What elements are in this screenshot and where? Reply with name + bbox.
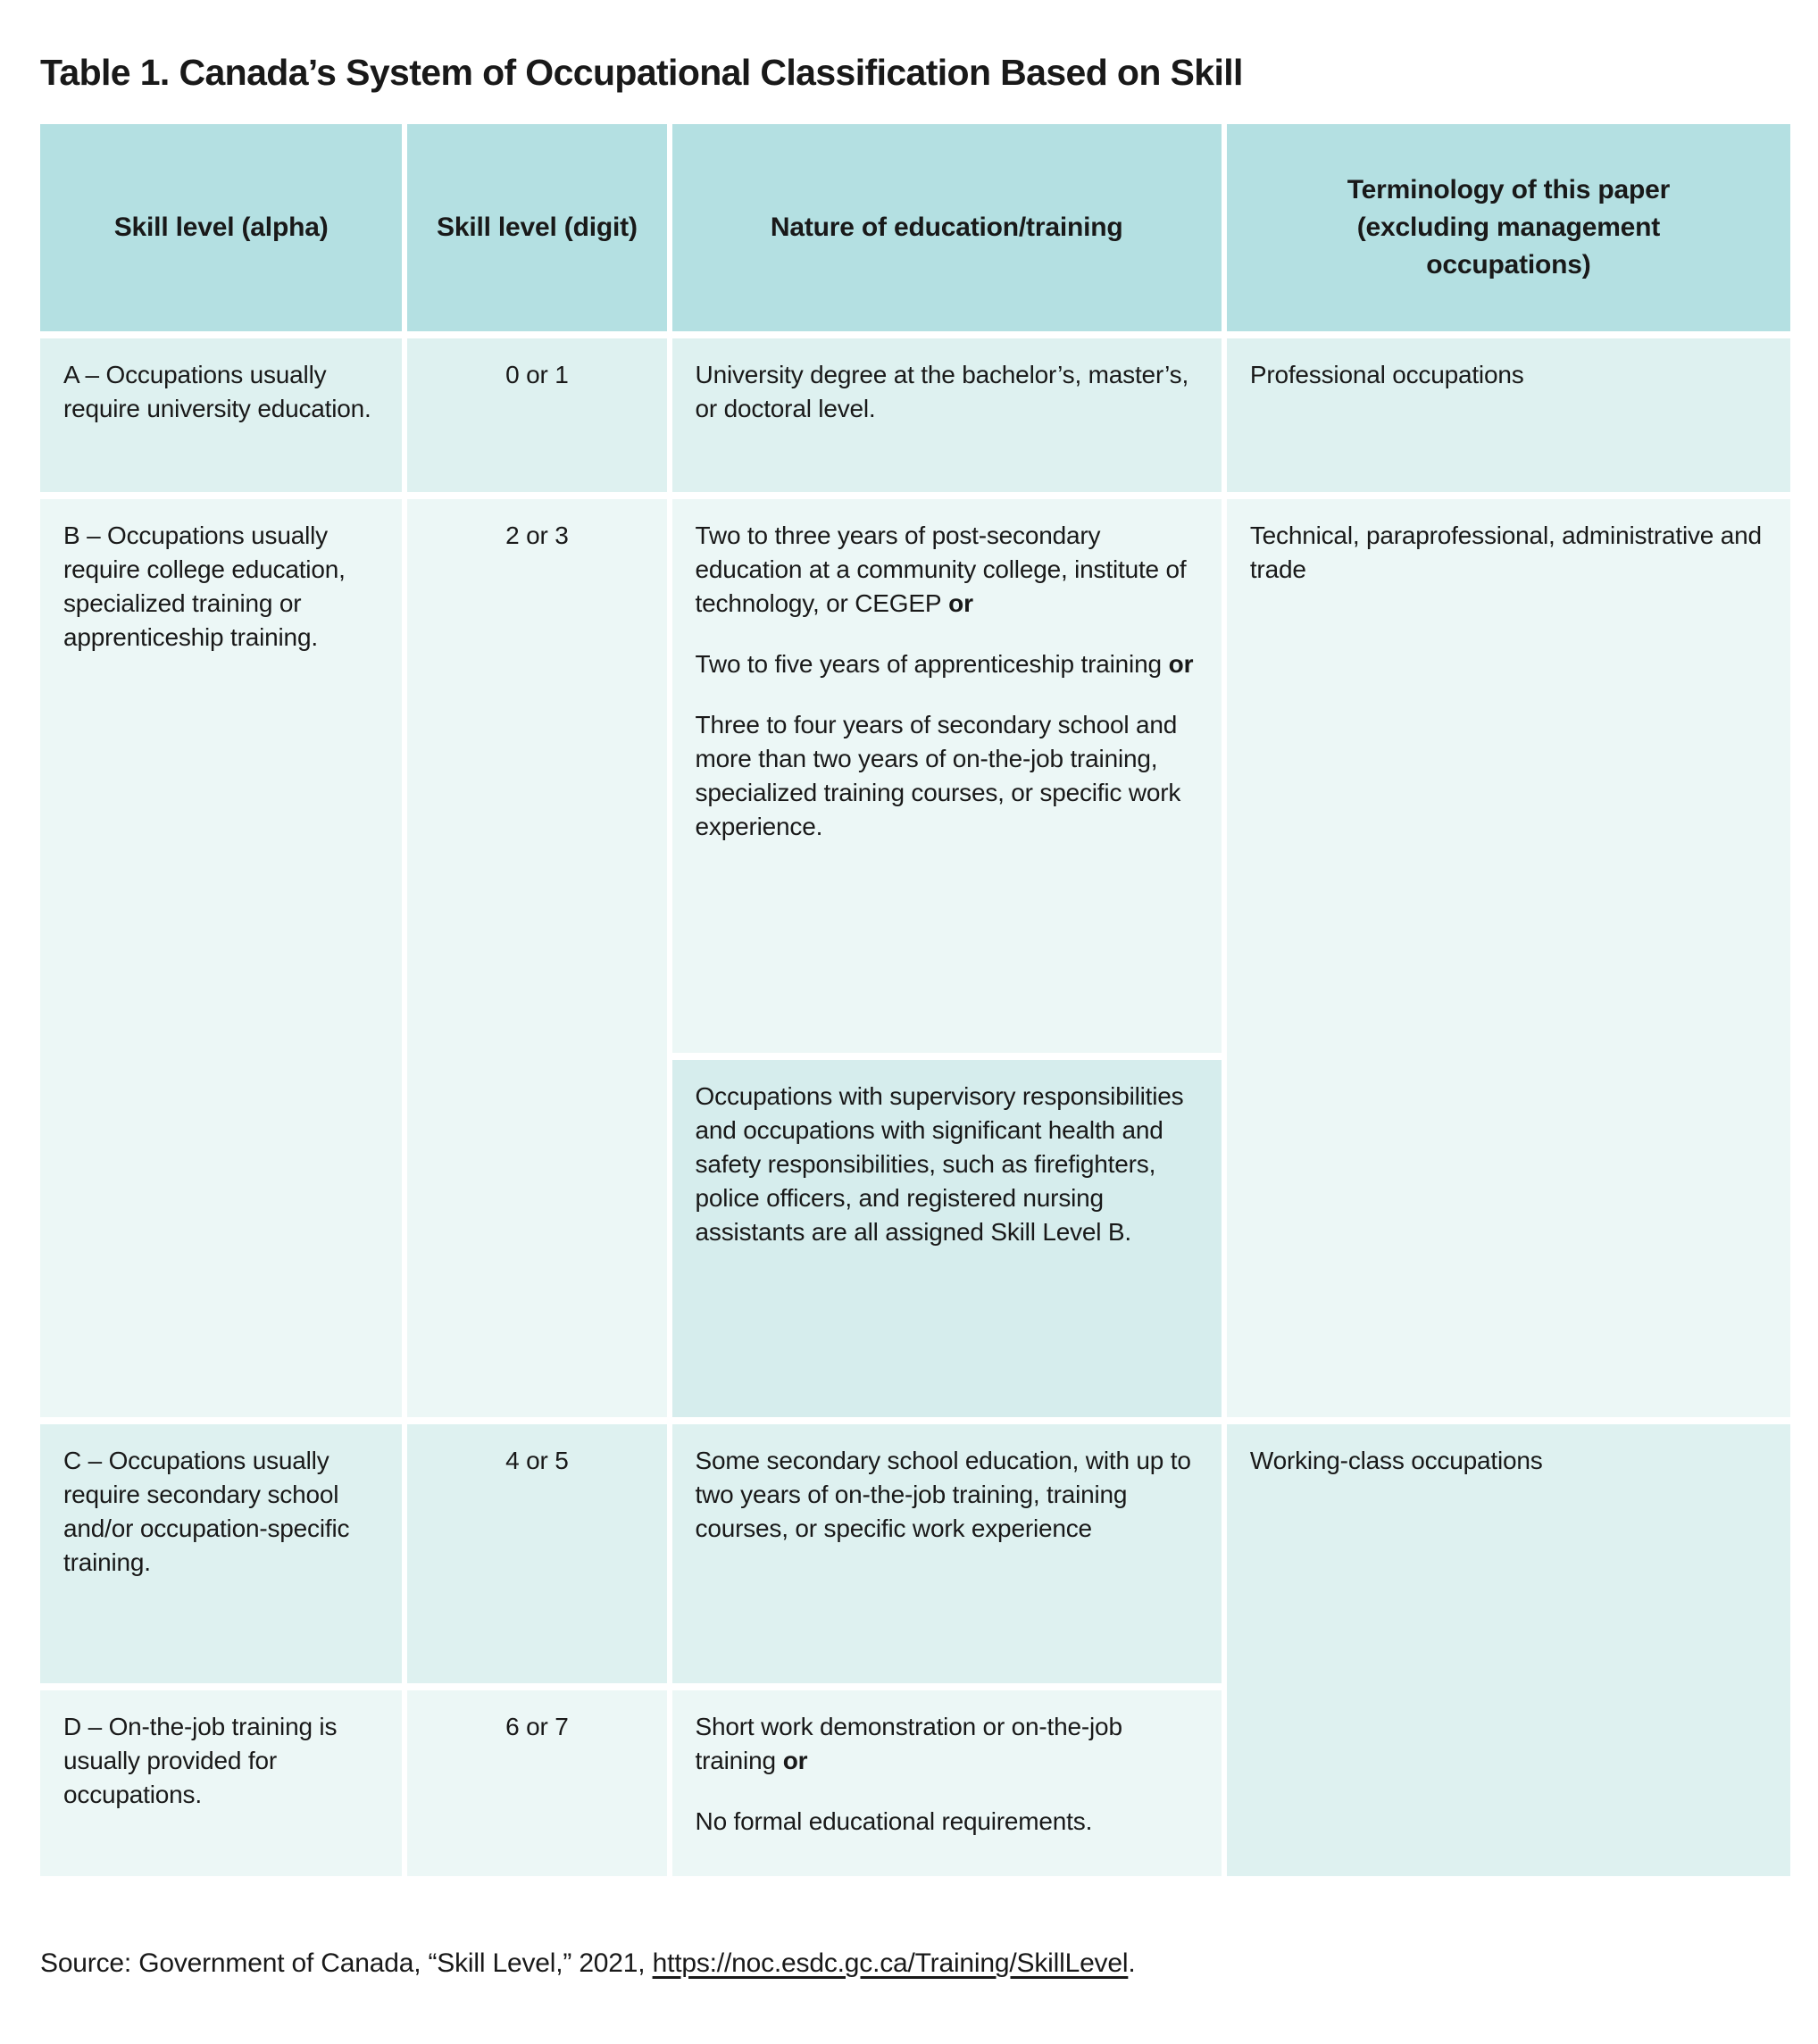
education-note-paragraph: Occupations with supervisory responsibilities and occupations with significant health and safety responsibilities, such as firefighters, police officers, and registered nursing assistants are all assigned Skill Level B. — [695, 1082, 1184, 1246]
education-paragraph: No formal educational requirements. — [695, 1807, 1093, 1835]
row-a-digit-cell: 0 or 1 — [407, 338, 666, 492]
table-title: Table 1. Canada’s System of Occupational Classification Based on Skill — [40, 52, 1243, 93]
row-b-digit-cell: 2 or 3 — [407, 499, 666, 1417]
source-link[interactable]: https://noc.esdc.gc.ca/Training/SkillLevel — [652, 1948, 1129, 1978]
row-a-education-cell — [672, 338, 1222, 492]
row-b-alpha-cell: B – Occupations usually require college education, specialized training or apprenticeship training. — [40, 499, 402, 1417]
classification-table — [40, 124, 1790, 1876]
row-d-education-cell — [672, 1690, 1222, 1876]
education-paragraph: Some secondary school education, with up to two years of on-the-job training, training courses, or specific work experience — [695, 1447, 1191, 1542]
row-d-alpha-cell: D – On-the-job training is usually provided for occupations. — [40, 1690, 402, 1876]
header-terminology — [1227, 124, 1790, 331]
row-a-terminology-cell: Professional occupations — [1227, 338, 1790, 492]
row-b-terminology-cell: Technical, paraprofessional, administrative and trade — [1227, 499, 1790, 1417]
source-line — [40, 1946, 1775, 1981]
header-label: Terminology of this paper (excluding management occupations) — [1347, 175, 1671, 279]
row-c-digit-cell: 4 or 5 — [407, 1424, 666, 1683]
education-paragraph: Three to four years of secondary school and more than two years of on-the-job training, specialized training courses, or specific work experience. — [695, 711, 1181, 840]
source-suffix: . — [1128, 1948, 1136, 1978]
education-paragraph: Two to three years of post-secondary education at a community college, institute of technology, or CEGEP or — [695, 521, 1187, 617]
row-b-education-cell — [672, 499, 1222, 1053]
education-paragraph: Short work demonstration or on-the-job training or — [695, 1713, 1122, 1774]
row-a-alpha-cell: A – Occupations usually require university education. — [40, 338, 402, 492]
row-c-education-cell — [672, 1424, 1222, 1683]
header-skill-level-alpha — [40, 124, 402, 331]
source-prefix: Source: Government of Canada, “Skill Level,” 2021, — [40, 1948, 653, 1978]
header-label: Skill level (digit) — [437, 213, 638, 242]
header-skill-level-digit — [407, 124, 666, 331]
header-nature-of-education — [672, 124, 1222, 331]
row-b-education-note-cell — [672, 1060, 1222, 1417]
row-c-d-terminology-cell: Working-class occupations — [1227, 1424, 1790, 1876]
row-c-alpha-cell: C – Occupations usually require secondary school and/or occupation-specific training. — [40, 1424, 402, 1683]
education-paragraph: University degree at the bachelor’s, master’s, or doctoral level. — [695, 361, 1189, 422]
bold-or: or — [948, 589, 973, 617]
bold-or: or — [782, 1747, 808, 1774]
header-label: Skill level (alpha) — [113, 213, 329, 242]
row-d-digit-cell: 6 or 7 — [407, 1690, 666, 1876]
education-paragraph: Two to five years of apprenticeship training or — [695, 650, 1194, 678]
header-label: Nature of education/training — [770, 213, 1123, 242]
bold-or: or — [1168, 650, 1194, 678]
